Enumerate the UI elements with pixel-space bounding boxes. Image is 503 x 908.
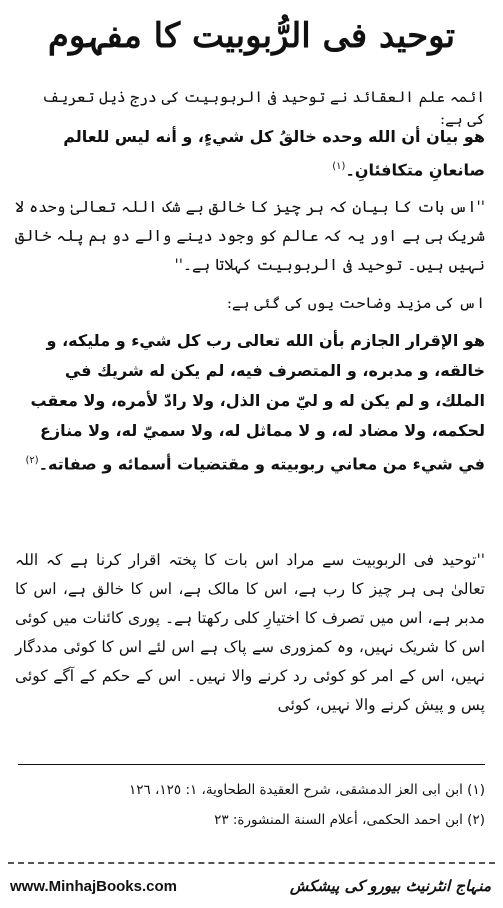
arabic-definition-1 bbox=[15, 122, 485, 185]
page-title: توحید فی الرُّبوبیت کا مفہوم bbox=[47, 16, 456, 56]
publisher-credit: منہاج انٹرنیٹ بیورو کی پیشکش bbox=[289, 877, 491, 895]
intro-text-2: اس کی مزید وضاحت یوں کی گئی ہے: bbox=[226, 294, 485, 312]
urdu-translation-2: ''توحید فی الربوبیت سے مراد اس بات کا پختہ اقرار کرنا ہے کہ اللہ تعالیٰ ہی ہر چیز کا رب ہے، اس کا مالک ہے، اس کا خالق ہے، اس کا مدبر ہے، اس میں تصرف کا اختیارِ کلی رکھتا ہے۔ پوری کائنات میں کوئی اس کا شریک نہیں، وہ کمزوری سے پاک ہے اس لئے اس کا کوئی مددگار نہیں، اس کے امر کو کوئی رد کرنے والا نہیں۔ اس کے حکم کے آگے کوئی پس و پیش کرنے والا نہیں، کوئی bbox=[15, 551, 485, 714]
footnote-divider bbox=[18, 764, 485, 765]
website-link[interactable]: www.MinhajBooks.com bbox=[10, 878, 177, 895]
footer-dashed-line bbox=[8, 862, 495, 864]
footnote-1: (١) ابن ابی العز الدمشقی، شرح العقيدة الطحاوية، ١: ١٢٥، ١٢٦ bbox=[128, 782, 485, 798]
footnotes bbox=[20, 775, 485, 835]
intro-text: ائمہ علم العقائد نے توحید فی الربوبیت کی درج ذیل تعریف کی ہے: bbox=[41, 88, 485, 128]
arabic-definition-1-text: هو بيان أن الله وحده خالقُ كل شيءٍ، و أنه ليس للعالم صانعانِ متكافئانِ۔ bbox=[63, 127, 485, 180]
footnote-2: (٢) ابن احمد الحکمی، أعلام السنة المنشورة: ٢٣ bbox=[214, 812, 485, 828]
footnote-ref-1: (١) bbox=[332, 161, 346, 172]
arabic-definition-2 bbox=[15, 326, 485, 479]
footnote-ref-2: (٢) bbox=[25, 455, 39, 466]
urdu-translation-1: ''اس بات کا بیان کہ ہر چیز کا خالق بے شک اللہ تعالیٰ وحدہ لا شریک ہی ہے اور یہ کہ عالم کو وجود دینے والے دو ہم پلہ خالق نہیں ہیں۔ توحید فی الربوبیت کہلاتا ہے۔'' bbox=[15, 198, 485, 274]
arabic-definition-2-text: هو الإقرار الجازم بأن الله تعالى رب كل شيء و مليكه، و خالقه، و مدبره، و المتصرف فيه، لم يكن له شريك في الملك، و لم يكن له و ليّ من الذل، ولا رادّ لأمره، ولا معقب لحكمه، ولا مضاد له، و لا مماثل له، ولا سميّ له، ولا منازع في شيء من معاني ربوبيته و مقتضيات أسمائه و صفاته۔ bbox=[30, 331, 485, 474]
